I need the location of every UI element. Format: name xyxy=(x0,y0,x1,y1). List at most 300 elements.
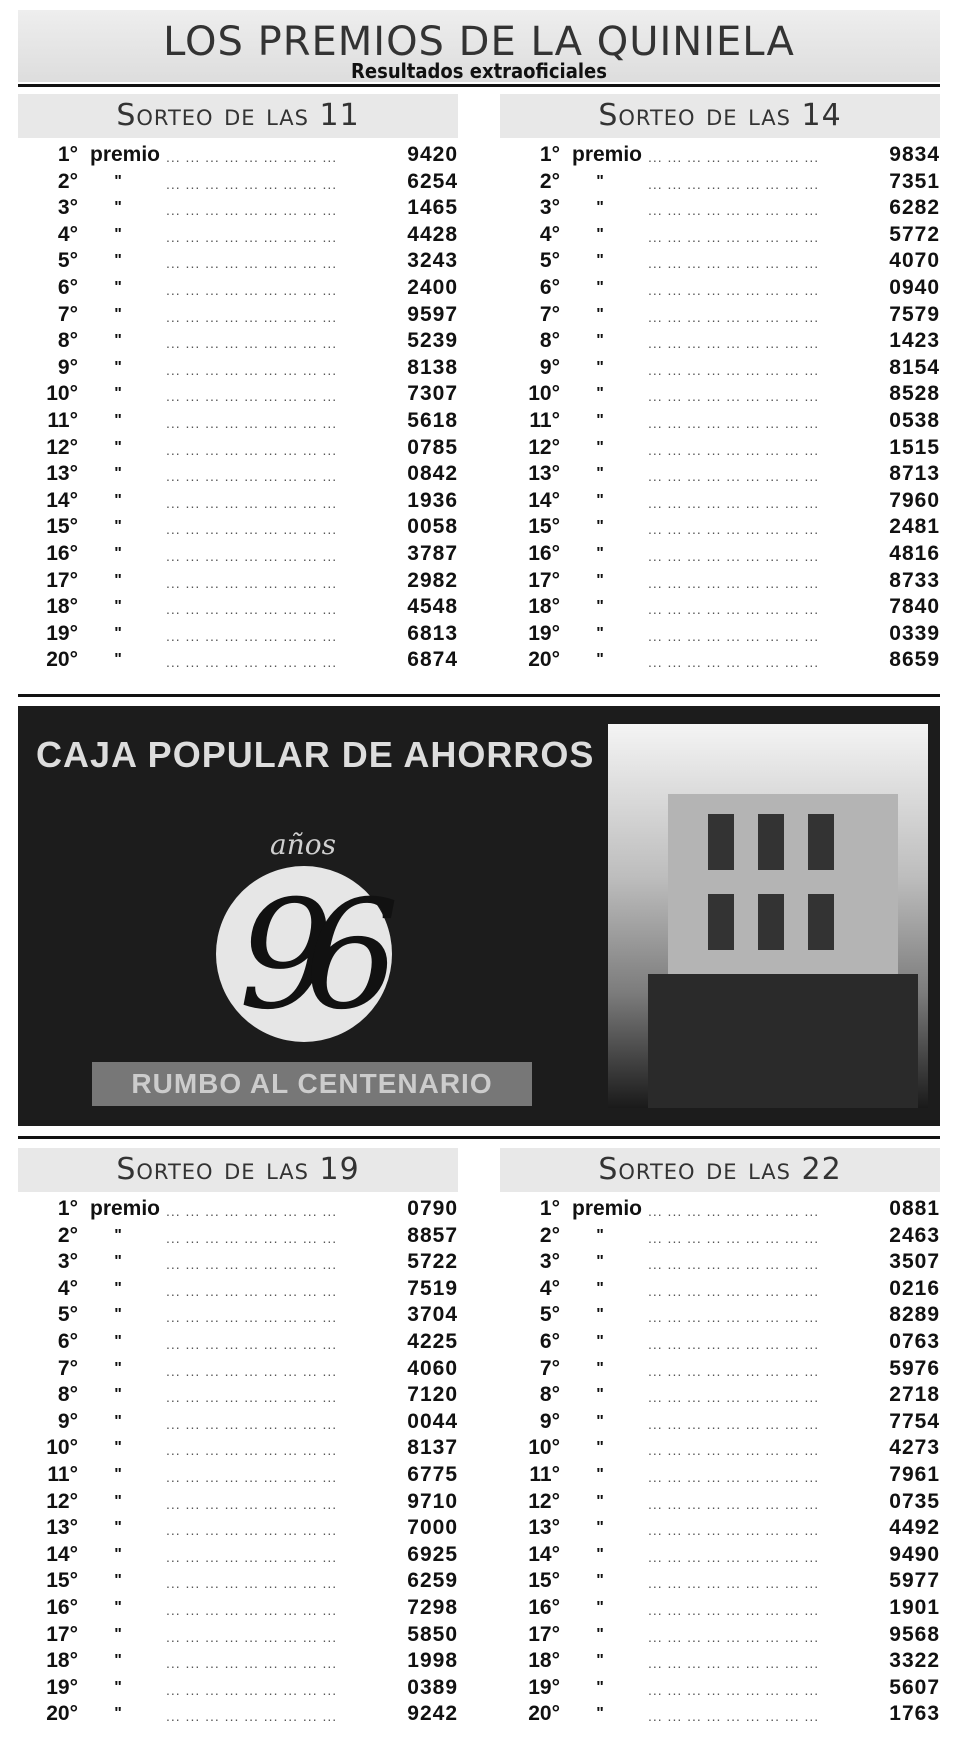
prize-row xyxy=(500,1329,940,1356)
prize-row xyxy=(18,621,458,648)
dot-leader: ... ... ... ... ... ... ... ... ... xyxy=(648,627,820,644)
caja-popular-advertisement xyxy=(18,706,940,1126)
ditto-mark: " xyxy=(114,1492,122,1510)
dot-leader: ... ... ... ... ... ... ... ... ... xyxy=(648,494,820,511)
prize-row xyxy=(500,435,940,462)
ditto-mark: " xyxy=(114,1279,122,1297)
dot-leader: ... ... ... ... ... ... ... ... ... xyxy=(166,1389,338,1406)
prize-list xyxy=(500,1196,940,1728)
ditto-mark: " xyxy=(114,1519,122,1537)
prize-number: 3507 xyxy=(889,1250,940,1274)
ditto-mark: " xyxy=(114,1625,122,1643)
prize-number: 1998 xyxy=(407,1649,458,1673)
prize-row xyxy=(500,169,940,196)
prize-row xyxy=(500,1302,940,1329)
prize-ordinal: 10° xyxy=(528,1436,560,1460)
prize-number: 6254 xyxy=(407,169,458,193)
ditto-mark: " xyxy=(596,1625,604,1643)
prize-ordinal: 13° xyxy=(528,1516,560,1540)
prize-ordinal: 17° xyxy=(528,568,560,592)
prize-ordinal: 11° xyxy=(47,408,78,432)
prize-ordinal: 18° xyxy=(46,595,78,619)
dot-leader: ... ... ... ... ... ... ... ... ... xyxy=(648,601,820,618)
prize-number: 3322 xyxy=(889,1649,940,1673)
ditto-mark: " xyxy=(114,1705,122,1723)
building-window xyxy=(808,814,834,870)
dot-leader: ... ... ... ... ... ... ... ... ... xyxy=(166,1522,338,1539)
ditto-mark: " xyxy=(114,598,122,616)
prize-ordinal: 12° xyxy=(528,1489,560,1513)
ditto-mark: " xyxy=(114,1439,122,1457)
prize-ordinal: 4° xyxy=(57,222,78,246)
prize-row xyxy=(18,541,458,568)
draw-panel-19 xyxy=(18,1148,458,1728)
prize-row xyxy=(500,1223,940,1250)
prize-ordinal: 10° xyxy=(46,382,78,406)
ad-brand-name: CAJA POPULAR DE AHORROS xyxy=(36,734,595,775)
dot-leader: ... ... ... ... ... ... ... ... ... xyxy=(648,175,820,192)
prize-number: 9597 xyxy=(407,302,458,326)
prize-row xyxy=(500,568,940,595)
prize-number: 6282 xyxy=(889,196,940,220)
prize-number: 6259 xyxy=(407,1569,458,1593)
prize-row xyxy=(500,1701,940,1728)
prize-number: 6874 xyxy=(407,648,458,672)
prize-ordinal: 13° xyxy=(46,1516,78,1540)
ditto-mark: " xyxy=(114,252,122,270)
prize-number: 8857 xyxy=(407,1223,458,1247)
prize-number: 8138 xyxy=(407,355,458,379)
ditto-mark: " xyxy=(596,225,604,243)
prize-ordinal: 9° xyxy=(57,1409,78,1433)
prize-ordinal: 1° xyxy=(57,1197,78,1220)
prize-row xyxy=(500,1276,940,1303)
ditto-mark: " xyxy=(596,1705,604,1723)
ditto-mark: " xyxy=(596,1332,604,1350)
dot-leader: ... ... ... ... ... ... ... ... ... xyxy=(648,1548,820,1565)
prize-number: 5850 xyxy=(407,1622,458,1646)
prize-row xyxy=(18,594,458,621)
dot-leader: ... ... ... ... ... ... ... ... ... xyxy=(166,1362,338,1379)
dot-leader: ... ... ... ... ... ... ... ... ... xyxy=(166,255,338,272)
dot-leader: ... ... ... ... ... ... ... ... ... xyxy=(648,202,820,219)
prize-row xyxy=(500,1595,940,1622)
prize-row xyxy=(500,355,940,382)
prize-row xyxy=(500,408,940,435)
prize-ordinal: 7° xyxy=(57,1356,78,1380)
prize-ordinal: 16° xyxy=(528,1595,560,1619)
ditto-mark: " xyxy=(114,1572,122,1590)
prize-number: 7298 xyxy=(407,1595,458,1619)
prize-number: 4816 xyxy=(889,541,940,565)
prize-number: 7307 xyxy=(407,382,458,406)
middle-divider-bottom xyxy=(18,1136,940,1139)
prize-ordinal: 7° xyxy=(539,1356,560,1380)
ad-anos-text: años xyxy=(270,828,336,861)
prize-number: 8528 xyxy=(889,382,940,406)
ditto-mark: " xyxy=(114,571,122,589)
prize-row xyxy=(18,1276,458,1303)
ditto-mark: " xyxy=(596,624,604,642)
ditto-mark: " xyxy=(596,252,604,270)
ditto-mark: " xyxy=(596,1572,604,1590)
prize-row xyxy=(500,1675,940,1702)
prize-number: 6775 xyxy=(407,1462,458,1486)
dot-leader: ... ... ... ... ... ... ... ... ... xyxy=(648,1282,820,1299)
ditto-mark: " xyxy=(114,1306,122,1324)
page-subtitle: Resultados extraoficiales xyxy=(351,59,607,83)
ditto-mark: " xyxy=(114,332,122,350)
draw-title: Sorteo de las 11 xyxy=(18,94,458,138)
prize-number: 5618 xyxy=(407,408,458,432)
prize-number: 7519 xyxy=(407,1276,458,1300)
building-window xyxy=(808,894,834,950)
ditto-mark: " xyxy=(114,518,122,536)
prize-ordinal: 1° xyxy=(539,1197,560,1220)
prize-number: 4070 xyxy=(889,249,940,273)
dot-leader: ... ... ... ... ... ... ... ... ... xyxy=(648,1655,820,1672)
ditto-mark: " xyxy=(114,651,122,669)
prize-row xyxy=(500,222,940,249)
prize-row xyxy=(500,514,940,541)
dot-leader: ... ... ... ... ... ... ... ... ... xyxy=(648,228,820,245)
prize-ordinal: 17° xyxy=(528,1622,560,1646)
dot-leader: ... ... ... ... ... ... ... ... ... xyxy=(648,1309,820,1326)
ditto-mark: " xyxy=(114,225,122,243)
dot-leader: ... ... ... ... ... ... ... ... ... xyxy=(166,1203,338,1219)
prize-ordinal: 4° xyxy=(539,222,560,246)
prize-ordinal: 20° xyxy=(46,648,78,672)
dot-leader: ... ... ... ... ... ... ... ... ... xyxy=(166,335,338,352)
prize-row xyxy=(18,328,458,355)
ditto-mark: " xyxy=(114,1465,122,1483)
prize-number: 0735 xyxy=(889,1489,940,1513)
ditto-mark: " xyxy=(596,1359,604,1377)
prize-number: 5976 xyxy=(889,1356,940,1380)
prize-ordinal: 12° xyxy=(46,1489,78,1513)
prize-ordinal: 6° xyxy=(57,1329,78,1353)
prize-ordinal: 3° xyxy=(539,1250,560,1274)
dot-leader: ... ... ... ... ... ... ... ... ... xyxy=(166,1229,338,1246)
prize-number: 7961 xyxy=(889,1462,940,1486)
ditto-mark: " xyxy=(596,544,604,562)
prize-row xyxy=(500,328,940,355)
dot-leader: ... ... ... ... ... ... ... ... ... xyxy=(166,202,338,219)
prize-row xyxy=(18,381,458,408)
dot-leader: ... ... ... ... ... ... ... ... ... xyxy=(166,1282,338,1299)
prize-row xyxy=(18,1701,458,1728)
prize-ordinal: 8° xyxy=(57,1383,78,1407)
prize-row xyxy=(18,1462,458,1489)
dot-leader: ... ... ... ... ... ... ... ... ... xyxy=(166,414,338,431)
dot-leader: ... ... ... ... ... ... ... ... ... xyxy=(648,521,820,538)
ditto-mark: " xyxy=(596,1439,604,1457)
prize-row xyxy=(18,568,458,595)
ditto-mark: " xyxy=(596,1306,604,1324)
prize-ordinal: 15° xyxy=(528,1569,560,1593)
ditto-mark: " xyxy=(596,571,604,589)
ditto-mark: " xyxy=(596,1519,604,1537)
prize-number: 7000 xyxy=(407,1516,458,1540)
dot-leader: ... ... ... ... ... ... ... ... ... xyxy=(166,654,338,671)
prize-ordinal: 10° xyxy=(46,1436,78,1460)
prize-number: 9710 xyxy=(407,1489,458,1513)
dot-leader: ... ... ... ... ... ... ... ... ... xyxy=(166,1442,338,1459)
prize-ordinal: 18° xyxy=(46,1649,78,1673)
prize-ordinal: 11° xyxy=(529,408,560,432)
dot-leader: ... ... ... ... ... ... ... ... ... xyxy=(166,308,338,325)
prize-ordinal: 6° xyxy=(539,1329,560,1353)
prize-row xyxy=(500,381,940,408)
prize-row xyxy=(500,1409,940,1436)
prize-ordinal: 5° xyxy=(57,249,78,273)
prize-row xyxy=(500,461,940,488)
prize-ordinal: 6° xyxy=(539,275,560,299)
prize-row xyxy=(500,594,940,621)
prize-number: 3787 xyxy=(407,541,458,565)
prize-number: 4492 xyxy=(889,1516,940,1540)
prize-number: 8289 xyxy=(889,1303,940,1327)
draw-panel-22 xyxy=(500,1148,940,1728)
ditto-mark: " xyxy=(114,199,122,217)
prize-row xyxy=(18,248,458,275)
prize-number: 7840 xyxy=(889,595,940,619)
prize-ordinal: 4° xyxy=(57,1276,78,1300)
dot-leader: ... ... ... ... ... ... ... ... ... xyxy=(648,388,820,405)
prize-list xyxy=(18,1196,458,1728)
prize-ordinal: 15° xyxy=(46,515,78,539)
prize-row xyxy=(18,1302,458,1329)
prize-ordinal: 3° xyxy=(539,196,560,220)
prize-row xyxy=(18,1648,458,1675)
prize-number: 0940 xyxy=(889,275,940,299)
building-photo xyxy=(608,724,928,1108)
prize-number: 0389 xyxy=(407,1675,458,1699)
dot-leader: ... ... ... ... ... ... ... ... ... xyxy=(648,1442,820,1459)
dot-leader: ... ... ... ... ... ... ... ... ... xyxy=(166,1309,338,1326)
prize-number: 6813 xyxy=(407,621,458,645)
dot-leader: ... ... ... ... ... ... ... ... ... xyxy=(648,1229,820,1246)
ditto-mark: " xyxy=(596,199,604,217)
prize-row xyxy=(18,435,458,462)
page-header xyxy=(18,10,940,82)
dot-leader: ... ... ... ... ... ... ... ... ... xyxy=(648,255,820,272)
dot-leader: ... ... ... ... ... ... ... ... ... xyxy=(648,1681,820,1698)
premio-label: premio xyxy=(90,1197,161,1220)
prize-ordinal: 16° xyxy=(528,541,560,565)
prize-row xyxy=(18,1382,458,1409)
prize-row xyxy=(18,169,458,196)
prize-ordinal: 20° xyxy=(528,1702,560,1726)
prize-ordinal: 17° xyxy=(46,1622,78,1646)
ditto-mark: " xyxy=(114,1678,122,1696)
prize-ordinal: 5° xyxy=(539,249,560,273)
ditto-mark: " xyxy=(596,438,604,456)
prize-number: 3704 xyxy=(407,1303,458,1327)
ditto-mark: " xyxy=(114,278,122,296)
prize-ordinal: 18° xyxy=(528,1649,560,1673)
prize-ordinal: 8° xyxy=(539,1383,560,1407)
dot-leader: ... ... ... ... ... ... ... ... ... xyxy=(648,1522,820,1539)
prize-ordinal: 19° xyxy=(528,1675,560,1699)
prize-ordinal: 5° xyxy=(57,1303,78,1327)
ditto-mark: " xyxy=(114,491,122,509)
dot-leader: ... ... ... ... ... ... ... ... ... xyxy=(166,547,338,564)
prize-ordinal: 6° xyxy=(57,275,78,299)
dot-leader: ... ... ... ... ... ... ... ... ... xyxy=(166,149,338,165)
prize-ordinal: 10° xyxy=(528,382,560,406)
dot-leader: ... ... ... ... ... ... ... ... ... xyxy=(166,1575,338,1592)
dot-leader: ... ... ... ... ... ... ... ... ... xyxy=(166,574,338,591)
ditto-mark: " xyxy=(596,491,604,509)
prize-number: 2463 xyxy=(889,1223,940,1247)
prize-number: 4273 xyxy=(889,1436,940,1460)
prize-ordinal: 12° xyxy=(46,435,78,459)
ditto-mark: " xyxy=(596,518,604,536)
prize-ordinal: 3° xyxy=(57,1250,78,1274)
draw-panel-11 xyxy=(18,94,458,674)
dot-leader: ... ... ... ... ... ... ... ... ... xyxy=(648,1335,820,1352)
draw-panel-14 xyxy=(500,94,940,674)
ditto-mark: " xyxy=(596,385,604,403)
prize-row xyxy=(18,1196,458,1223)
prize-row xyxy=(18,355,458,382)
prize-row xyxy=(18,461,458,488)
dot-leader: ... ... ... ... ... ... ... ... ... xyxy=(166,1468,338,1485)
premio-label: premio xyxy=(572,1197,643,1220)
prize-ordinal: 3° xyxy=(57,196,78,220)
dot-leader: ... ... ... ... ... ... ... ... ... xyxy=(166,281,338,298)
prize-number: 9834 xyxy=(889,143,940,166)
prize-row xyxy=(18,1515,458,1542)
dot-leader: ... ... ... ... ... ... ... ... ... xyxy=(166,1681,338,1698)
prize-ordinal: 14° xyxy=(46,488,78,512)
ditto-mark: " xyxy=(114,1386,122,1404)
prize-ordinal: 13° xyxy=(46,462,78,486)
dot-leader: ... ... ... ... ... ... ... ... ... xyxy=(166,468,338,485)
prize-ordinal: 20° xyxy=(528,648,560,672)
dot-leader: ... ... ... ... ... ... ... ... ... xyxy=(648,1256,820,1273)
prize-ordinal: 19° xyxy=(46,621,78,645)
dot-leader: ... ... ... ... ... ... ... ... ... xyxy=(166,1548,338,1565)
dot-leader: ... ... ... ... ... ... ... ... ... xyxy=(648,1495,820,1512)
prize-ordinal: 8° xyxy=(57,329,78,353)
prize-number: 2718 xyxy=(889,1383,940,1407)
ad-tagline: RUMBO AL CENTENARIO xyxy=(92,1062,532,1106)
prize-ordinal: 15° xyxy=(528,515,560,539)
prize-row xyxy=(18,1489,458,1516)
prize-row xyxy=(500,1542,940,1569)
prize-number: 0339 xyxy=(889,621,940,645)
prize-row xyxy=(500,488,940,515)
prize-ordinal: 8° xyxy=(539,329,560,353)
prize-row xyxy=(18,142,458,169)
dot-leader: ... ... ... ... ... ... ... ... ... xyxy=(648,414,820,431)
dot-leader: ... ... ... ... ... ... ... ... ... xyxy=(166,1415,338,1432)
prize-row xyxy=(500,1462,940,1489)
dot-leader: ... ... ... ... ... ... ... ... ... xyxy=(166,627,338,644)
prize-row xyxy=(18,1568,458,1595)
building-entrance xyxy=(648,974,918,1108)
dot-leader: ... ... ... ... ... ... ... ... ... xyxy=(648,335,820,352)
building-window xyxy=(708,894,734,950)
ditto-mark: " xyxy=(596,465,604,483)
ditto-mark: " xyxy=(114,305,122,323)
prize-row xyxy=(500,275,940,302)
ditto-mark: " xyxy=(596,305,604,323)
prize-number: 9242 xyxy=(407,1702,458,1726)
ditto-mark: " xyxy=(596,278,604,296)
ditto-mark: " xyxy=(596,1598,604,1616)
prize-row xyxy=(18,1675,458,1702)
prize-number: 7754 xyxy=(889,1409,940,1433)
dot-leader: ... ... ... ... ... ... ... ... ... xyxy=(166,1601,338,1618)
ditto-mark: " xyxy=(596,358,604,376)
prize-row xyxy=(18,408,458,435)
prize-row xyxy=(500,541,940,568)
prize-number: 8154 xyxy=(889,355,940,379)
prize-row xyxy=(500,621,940,648)
prize-row xyxy=(18,275,458,302)
prize-row xyxy=(500,1648,940,1675)
prize-row xyxy=(500,1382,940,1409)
prize-row xyxy=(500,647,940,674)
prize-number: 6925 xyxy=(407,1542,458,1566)
prize-number: 7579 xyxy=(889,302,940,326)
prize-number: 5977 xyxy=(889,1569,940,1593)
prize-ordinal: 11° xyxy=(529,1462,560,1486)
ditto-mark: " xyxy=(114,624,122,642)
ditto-mark: " xyxy=(596,598,604,616)
dot-leader: ... ... ... ... ... ... ... ... ... xyxy=(648,468,820,485)
dot-leader: ... ... ... ... ... ... ... ... ... xyxy=(166,175,338,192)
prize-number: 4225 xyxy=(407,1329,458,1353)
prize-ordinal: 13° xyxy=(528,462,560,486)
prize-number: 0881 xyxy=(889,1197,940,1220)
prize-row xyxy=(18,1409,458,1436)
prize-ordinal: 2° xyxy=(539,169,560,193)
ditto-mark: " xyxy=(596,1678,604,1696)
prize-number: 2400 xyxy=(407,275,458,299)
ditto-mark: " xyxy=(596,332,604,350)
dot-leader: ... ... ... ... ... ... ... ... ... xyxy=(648,574,820,591)
prize-ordinal: 1° xyxy=(57,143,78,166)
dot-leader: ... ... ... ... ... ... ... ... ... xyxy=(648,361,820,378)
ditto-mark: " xyxy=(114,1652,122,1670)
prize-number: 2982 xyxy=(407,568,458,592)
premio-label: premio xyxy=(90,143,161,166)
ditto-mark: " xyxy=(114,438,122,456)
prize-number: 7960 xyxy=(889,488,940,512)
prize-number: 5607 xyxy=(889,1675,940,1699)
prize-ordinal: 11° xyxy=(47,1462,78,1486)
prize-row xyxy=(18,1249,458,1276)
prize-number: 5772 xyxy=(889,222,940,246)
ditto-mark: " xyxy=(114,358,122,376)
dot-leader: ... ... ... ... ... ... ... ... ... xyxy=(648,1415,820,1432)
prize-number: 8713 xyxy=(889,462,940,486)
prize-row xyxy=(18,1595,458,1622)
prize-row xyxy=(500,195,940,222)
ditto-mark: " xyxy=(596,1226,604,1244)
ditto-mark: " xyxy=(596,172,604,190)
prize-row xyxy=(500,248,940,275)
ditto-mark: " xyxy=(114,385,122,403)
ditto-mark: " xyxy=(596,1492,604,1510)
prize-ordinal: 12° xyxy=(528,435,560,459)
dot-leader: ... ... ... ... ... ... ... ... ... xyxy=(166,1335,338,1352)
dot-leader: ... ... ... ... ... ... ... ... ... xyxy=(648,308,820,325)
